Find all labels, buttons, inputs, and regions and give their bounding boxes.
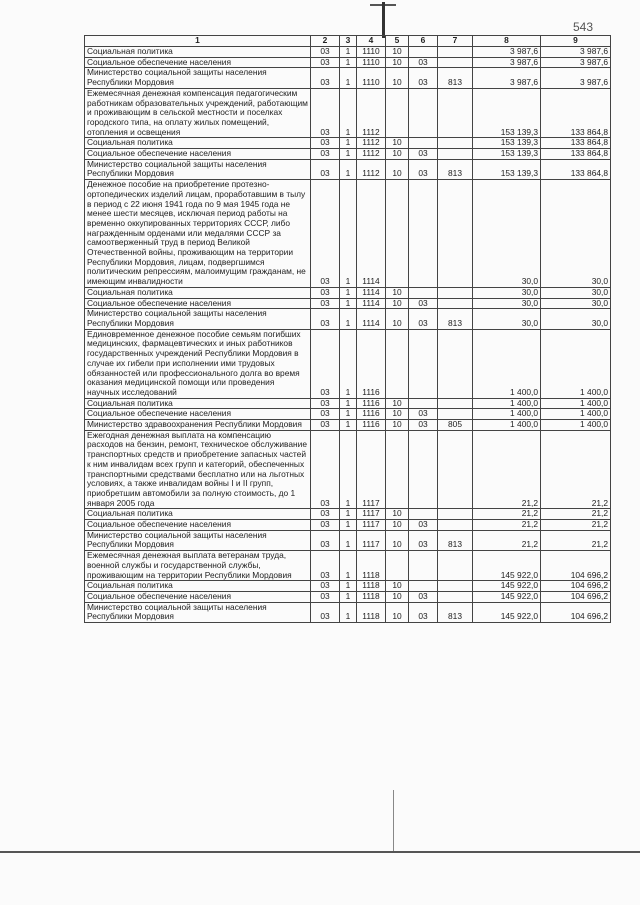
scan-artifact-top-mark bbox=[382, 2, 385, 38]
cell-code-3: 1 bbox=[340, 309, 357, 329]
cell-code-7: 813 bbox=[438, 159, 473, 179]
cell-code-4: 1118 bbox=[357, 551, 386, 581]
cell-amount-9: 3 987,6 bbox=[541, 47, 611, 58]
cell-code-5: 10 bbox=[386, 581, 409, 592]
table-body bbox=[85, 47, 611, 623]
row-name: Министерство социальной защиты населения Республики Мордовия bbox=[85, 68, 311, 88]
cell-code-5: 10 bbox=[386, 509, 409, 520]
cell-code-6: 03 bbox=[409, 591, 438, 602]
cell-code-6 bbox=[409, 398, 438, 409]
cell-code-5 bbox=[386, 180, 409, 288]
cell-code-6 bbox=[409, 329, 438, 398]
table-row bbox=[85, 329, 611, 398]
cell-code-3: 1 bbox=[340, 430, 357, 509]
cell-amount-9: 104 696,2 bbox=[541, 551, 611, 581]
cell-code-6 bbox=[409, 287, 438, 298]
cell-code-4: 1117 bbox=[357, 509, 386, 520]
cell-code-2: 03 bbox=[311, 509, 340, 520]
cell-amount-8: 153 139,3 bbox=[473, 159, 541, 179]
cell-code-6: 03 bbox=[409, 159, 438, 179]
cell-code-5: 10 bbox=[386, 591, 409, 602]
cell-amount-8: 145 922,0 bbox=[473, 591, 541, 602]
cell-code-2: 03 bbox=[311, 88, 340, 138]
row-name: Министерство социальной защиты населения Республики Мордовия bbox=[85, 602, 311, 622]
table-row bbox=[85, 420, 611, 431]
cell-code-3: 1 bbox=[340, 551, 357, 581]
table-row bbox=[85, 581, 611, 592]
cell-code-7 bbox=[438, 430, 473, 509]
cell-amount-8: 153 139,3 bbox=[473, 138, 541, 149]
cell-code-5: 10 bbox=[386, 68, 409, 88]
table-row bbox=[85, 309, 611, 329]
row-name: Социальная политика bbox=[85, 509, 311, 520]
cell-code-3: 1 bbox=[340, 138, 357, 149]
cell-code-2: 03 bbox=[311, 47, 340, 58]
row-name: Министерство социальной защиты населения Республики Мордовия bbox=[85, 159, 311, 179]
cell-code-7 bbox=[438, 591, 473, 602]
row-name: Министерство здравоохранения Республики Мордовия bbox=[85, 420, 311, 431]
cell-code-3: 1 bbox=[340, 88, 357, 138]
cell-code-3: 1 bbox=[340, 520, 357, 531]
cell-amount-8: 30,0 bbox=[473, 309, 541, 329]
cell-amount-8: 153 139,3 bbox=[473, 149, 541, 160]
cell-amount-9: 133 864,8 bbox=[541, 149, 611, 160]
cell-code-5: 10 bbox=[386, 420, 409, 431]
cell-amount-9: 104 696,2 bbox=[541, 591, 611, 602]
table-row bbox=[85, 88, 611, 138]
cell-code-3: 1 bbox=[340, 159, 357, 179]
row-name: Ежегодная денежная выплата на компенсацию расходов на бензин, ремонт, техническое обслуживание транспортных средств и приобретение запасных частей к ним инвалидам всех групп и категорий, обеспеченных транспортными средствами бесплатно или на льготных условиях, а также инвалидам войны I и II групп, приобретшим автомобили за полную стоимость, до 1 января 2005 года bbox=[85, 430, 311, 509]
cell-code-7 bbox=[438, 551, 473, 581]
cell-code-3: 1 bbox=[340, 287, 357, 298]
table-row bbox=[85, 530, 611, 550]
cell-code-3: 1 bbox=[340, 530, 357, 550]
cell-amount-9: 30,0 bbox=[541, 309, 611, 329]
cell-amount-8: 1 400,0 bbox=[473, 398, 541, 409]
cell-code-2: 03 bbox=[311, 287, 340, 298]
cell-code-5: 10 bbox=[386, 57, 409, 68]
row-name: Социальное обеспечение населения bbox=[85, 298, 311, 309]
cell-code-5: 10 bbox=[386, 309, 409, 329]
row-name: Единовременное денежное пособие семьям погибших медицинских, фармацевтических и иных работников государственных учреждений Республики Мордовия в случае их гибели при исполнении ими трудовых обязанностей или профессионального долга во время оказания медицинской помощи или проведения научных исследований bbox=[85, 329, 311, 398]
cell-code-2: 03 bbox=[311, 591, 340, 602]
cell-code-7 bbox=[438, 298, 473, 309]
cell-code-7 bbox=[438, 57, 473, 68]
row-name: Социальное обеспечение населения bbox=[85, 409, 311, 420]
cell-amount-8: 3 987,6 bbox=[473, 68, 541, 88]
cell-amount-9: 133 864,8 bbox=[541, 138, 611, 149]
cell-code-5: 10 bbox=[386, 287, 409, 298]
cell-amount-8: 1 400,0 bbox=[473, 409, 541, 420]
cell-code-5: 10 bbox=[386, 47, 409, 58]
cell-code-2: 03 bbox=[311, 309, 340, 329]
cell-amount-9: 21,2 bbox=[541, 430, 611, 509]
table-row bbox=[85, 520, 611, 531]
cell-code-7 bbox=[438, 88, 473, 138]
cell-code-7 bbox=[438, 138, 473, 149]
cell-code-6: 03 bbox=[409, 420, 438, 431]
cell-amount-9: 1 400,0 bbox=[541, 329, 611, 398]
row-name: Денежное пособие на приобретение протезно-ортопедических изделий лицам, проработавшим в тылу в период с 22 июня 1941 года по 9 мая 1945 года не менее шести месяцев, исключая период работы на временно оккупированных территориях СССР, либо награжденным орденами или медалями СССР за самоотверженный труд в период Великой Отечественной войны, проживающим на территории Республики Мордовия, лицам, подвергшимся политическим репрессиям, малоимущим гражданам, не имеющим инвалидности bbox=[85, 180, 311, 288]
cell-code-3: 1 bbox=[340, 591, 357, 602]
cell-code-2: 03 bbox=[311, 57, 340, 68]
cell-code-5: 10 bbox=[386, 398, 409, 409]
cell-code-4: 1116 bbox=[357, 409, 386, 420]
row-name: Социальная политика bbox=[85, 138, 311, 149]
cell-code-3: 1 bbox=[340, 509, 357, 520]
cell-amount-8: 30,0 bbox=[473, 287, 541, 298]
table-row bbox=[85, 68, 611, 88]
cell-code-3: 1 bbox=[340, 602, 357, 622]
row-name: Социальная политика bbox=[85, 398, 311, 409]
cell-amount-8: 145 922,0 bbox=[473, 581, 541, 592]
cell-amount-8: 3 987,6 bbox=[473, 47, 541, 58]
cell-code-4: 1110 bbox=[357, 47, 386, 58]
cell-code-6: 03 bbox=[409, 149, 438, 160]
table-row bbox=[85, 138, 611, 149]
cell-amount-9: 30,0 bbox=[541, 298, 611, 309]
cell-code-3: 1 bbox=[340, 398, 357, 409]
cell-code-7: 813 bbox=[438, 602, 473, 622]
cell-code-6: 03 bbox=[409, 309, 438, 329]
cell-amount-9: 1 400,0 bbox=[541, 409, 611, 420]
cell-amount-8: 1 400,0 bbox=[473, 329, 541, 398]
table-row bbox=[85, 591, 611, 602]
table-row bbox=[85, 602, 611, 622]
cell-code-4: 1114 bbox=[357, 287, 386, 298]
cell-amount-8: 1 400,0 bbox=[473, 420, 541, 431]
cell-code-3: 1 bbox=[340, 409, 357, 420]
row-name: Социальная политика bbox=[85, 581, 311, 592]
cell-code-7 bbox=[438, 409, 473, 420]
cell-code-6: 03 bbox=[409, 68, 438, 88]
cell-code-3: 1 bbox=[340, 329, 357, 398]
table-row bbox=[85, 398, 611, 409]
row-name: Ежемесячная денежная выплата ветеранам труда, военной службы и государственной службы, проживающим на территории Республики Мордовия bbox=[85, 551, 311, 581]
cell-code-3: 1 bbox=[340, 47, 357, 58]
cell-code-4: 1112 bbox=[357, 88, 386, 138]
cell-code-5: 10 bbox=[386, 149, 409, 160]
column-header: 8 bbox=[473, 36, 541, 47]
row-name: Ежемесячная денежная компенсация педагогическим работникам образовательных учреждений, работающим и проживающим в сельской местности и поселках городского типа, на оплату жилых помещений, отопления и освещения bbox=[85, 88, 311, 138]
cell-code-2: 03 bbox=[311, 329, 340, 398]
cell-code-2: 03 bbox=[311, 68, 340, 88]
cell-code-2: 03 bbox=[311, 551, 340, 581]
cell-code-4: 1114 bbox=[357, 298, 386, 309]
column-header: 9 bbox=[541, 36, 611, 47]
cell-code-2: 03 bbox=[311, 520, 340, 531]
cell-code-4: 1112 bbox=[357, 159, 386, 179]
cell-code-5: 10 bbox=[386, 159, 409, 179]
cell-code-4: 1114 bbox=[357, 180, 386, 288]
cell-code-2: 03 bbox=[311, 298, 340, 309]
column-header: 7 bbox=[438, 36, 473, 47]
row-name: Социальное обеспечение населения bbox=[85, 520, 311, 531]
cell-code-2: 03 bbox=[311, 159, 340, 179]
cell-amount-9: 1 400,0 bbox=[541, 420, 611, 431]
cell-amount-8: 21,2 bbox=[473, 520, 541, 531]
cell-amount-9: 1 400,0 bbox=[541, 398, 611, 409]
cell-code-5: 10 bbox=[386, 138, 409, 149]
cell-code-3: 1 bbox=[340, 149, 357, 160]
cell-amount-8: 30,0 bbox=[473, 180, 541, 288]
cell-code-7 bbox=[438, 149, 473, 160]
cell-code-6 bbox=[409, 180, 438, 288]
table-row bbox=[85, 551, 611, 581]
cell-code-4: 1112 bbox=[357, 149, 386, 160]
table-row bbox=[85, 409, 611, 420]
cell-code-4: 1110 bbox=[357, 68, 386, 88]
cell-code-7 bbox=[438, 520, 473, 531]
cell-code-6 bbox=[409, 88, 438, 138]
budget-table bbox=[84, 35, 611, 623]
table-row bbox=[85, 57, 611, 68]
row-name: Министерство социальной защиты населения Республики Мордовия bbox=[85, 530, 311, 550]
cell-code-5 bbox=[386, 430, 409, 509]
page-number: 543 bbox=[573, 20, 594, 34]
cell-code-5: 10 bbox=[386, 298, 409, 309]
cell-amount-8: 21,2 bbox=[473, 530, 541, 550]
cell-amount-8: 3 987,6 bbox=[473, 57, 541, 68]
table-row bbox=[85, 430, 611, 509]
cell-amount-8: 21,2 bbox=[473, 509, 541, 520]
cell-code-2: 03 bbox=[311, 602, 340, 622]
cell-amount-9: 133 864,8 bbox=[541, 159, 611, 179]
row-name: Социальная политика bbox=[85, 287, 311, 298]
cell-code-4: 1117 bbox=[357, 520, 386, 531]
cell-code-7 bbox=[438, 180, 473, 288]
cell-code-2: 03 bbox=[311, 581, 340, 592]
cell-code-4: 1114 bbox=[357, 309, 386, 329]
cell-code-3: 1 bbox=[340, 420, 357, 431]
cell-code-5: 10 bbox=[386, 530, 409, 550]
cell-code-5: 10 bbox=[386, 602, 409, 622]
cell-code-2: 03 bbox=[311, 398, 340, 409]
table-row bbox=[85, 47, 611, 58]
cell-amount-9: 21,2 bbox=[541, 520, 611, 531]
cell-code-6: 03 bbox=[409, 530, 438, 550]
cell-code-7: 805 bbox=[438, 420, 473, 431]
cell-code-5: 10 bbox=[386, 520, 409, 531]
cell-code-5 bbox=[386, 551, 409, 581]
cell-amount-8: 21,2 bbox=[473, 430, 541, 509]
cell-code-7 bbox=[438, 581, 473, 592]
cell-code-7: 813 bbox=[438, 68, 473, 88]
cell-code-5 bbox=[386, 88, 409, 138]
cell-code-6 bbox=[409, 47, 438, 58]
table-row bbox=[85, 509, 611, 520]
cell-code-2: 03 bbox=[311, 409, 340, 420]
cell-code-6: 03 bbox=[409, 298, 438, 309]
cell-amount-8: 153 139,3 bbox=[473, 88, 541, 138]
cell-code-4: 1118 bbox=[357, 602, 386, 622]
cell-code-6 bbox=[409, 551, 438, 581]
cell-code-7: 813 bbox=[438, 309, 473, 329]
cell-code-5 bbox=[386, 329, 409, 398]
cell-code-7: 813 bbox=[438, 530, 473, 550]
cell-code-3: 1 bbox=[340, 180, 357, 288]
column-header: 6 bbox=[409, 36, 438, 47]
column-header: 1 bbox=[85, 36, 311, 47]
cell-code-6: 03 bbox=[409, 520, 438, 531]
cell-code-3: 1 bbox=[340, 581, 357, 592]
row-name: Социальное обеспечение населения bbox=[85, 591, 311, 602]
column-header: 3 bbox=[340, 36, 357, 47]
cell-code-6 bbox=[409, 581, 438, 592]
row-name: Социальная политика bbox=[85, 47, 311, 58]
cell-code-3: 1 bbox=[340, 57, 357, 68]
cell-code-4: 1118 bbox=[357, 591, 386, 602]
cell-amount-9: 21,2 bbox=[541, 509, 611, 520]
cell-code-2: 03 bbox=[311, 430, 340, 509]
cell-code-2: 03 bbox=[311, 149, 340, 160]
cell-amount-8: 30,0 bbox=[473, 298, 541, 309]
row-name: Министерство социальной защиты населения Республики Мордовия bbox=[85, 309, 311, 329]
cell-code-2: 03 bbox=[311, 420, 340, 431]
cell-code-2: 03 bbox=[311, 138, 340, 149]
cell-code-4: 1116 bbox=[357, 329, 386, 398]
scan-artifact-bottom-rule bbox=[0, 851, 640, 853]
table-row bbox=[85, 180, 611, 288]
cell-code-7 bbox=[438, 398, 473, 409]
cell-code-6 bbox=[409, 430, 438, 509]
cell-amount-9: 21,2 bbox=[541, 530, 611, 550]
cell-code-6 bbox=[409, 509, 438, 520]
cell-code-4: 1116 bbox=[357, 420, 386, 431]
cell-code-7 bbox=[438, 329, 473, 398]
table-row bbox=[85, 159, 611, 179]
row-name: Социальное обеспечение населения bbox=[85, 149, 311, 160]
column-header: 5 bbox=[386, 36, 409, 47]
table-row bbox=[85, 149, 611, 160]
cell-amount-8: 145 922,0 bbox=[473, 602, 541, 622]
cell-code-6: 03 bbox=[409, 409, 438, 420]
column-header: 2 bbox=[311, 36, 340, 47]
cell-amount-9: 3 987,6 bbox=[541, 57, 611, 68]
row-name: Социальное обеспечение населения bbox=[85, 57, 311, 68]
cell-amount-9: 104 696,2 bbox=[541, 602, 611, 622]
cell-code-7 bbox=[438, 509, 473, 520]
cell-code-5: 10 bbox=[386, 409, 409, 420]
cell-code-6 bbox=[409, 138, 438, 149]
scan-artifact-bottom-tick bbox=[393, 790, 394, 852]
cell-code-4: 1116 bbox=[357, 398, 386, 409]
cell-code-6: 03 bbox=[409, 57, 438, 68]
cell-code-3: 1 bbox=[340, 298, 357, 309]
table-header-row bbox=[85, 36, 611, 47]
cell-amount-9: 30,0 bbox=[541, 287, 611, 298]
table-row bbox=[85, 298, 611, 309]
cell-code-4: 1112 bbox=[357, 138, 386, 149]
table-row bbox=[85, 287, 611, 298]
cell-code-4: 1110 bbox=[357, 57, 386, 68]
cell-code-2: 03 bbox=[311, 180, 340, 288]
cell-code-3: 1 bbox=[340, 68, 357, 88]
cell-amount-9: 30,0 bbox=[541, 180, 611, 288]
cell-code-4: 1118 bbox=[357, 581, 386, 592]
cell-amount-9: 133 864,8 bbox=[541, 88, 611, 138]
cell-amount-9: 3 987,6 bbox=[541, 68, 611, 88]
cell-code-2: 03 bbox=[311, 530, 340, 550]
cell-amount-8: 145 922,0 bbox=[473, 551, 541, 581]
cell-code-7 bbox=[438, 47, 473, 58]
cell-code-7 bbox=[438, 287, 473, 298]
cell-amount-9: 104 696,2 bbox=[541, 581, 611, 592]
cell-code-4: 1117 bbox=[357, 430, 386, 509]
cell-code-4: 1117 bbox=[357, 530, 386, 550]
cell-code-6: 03 bbox=[409, 602, 438, 622]
column-header: 4 bbox=[357, 36, 386, 47]
